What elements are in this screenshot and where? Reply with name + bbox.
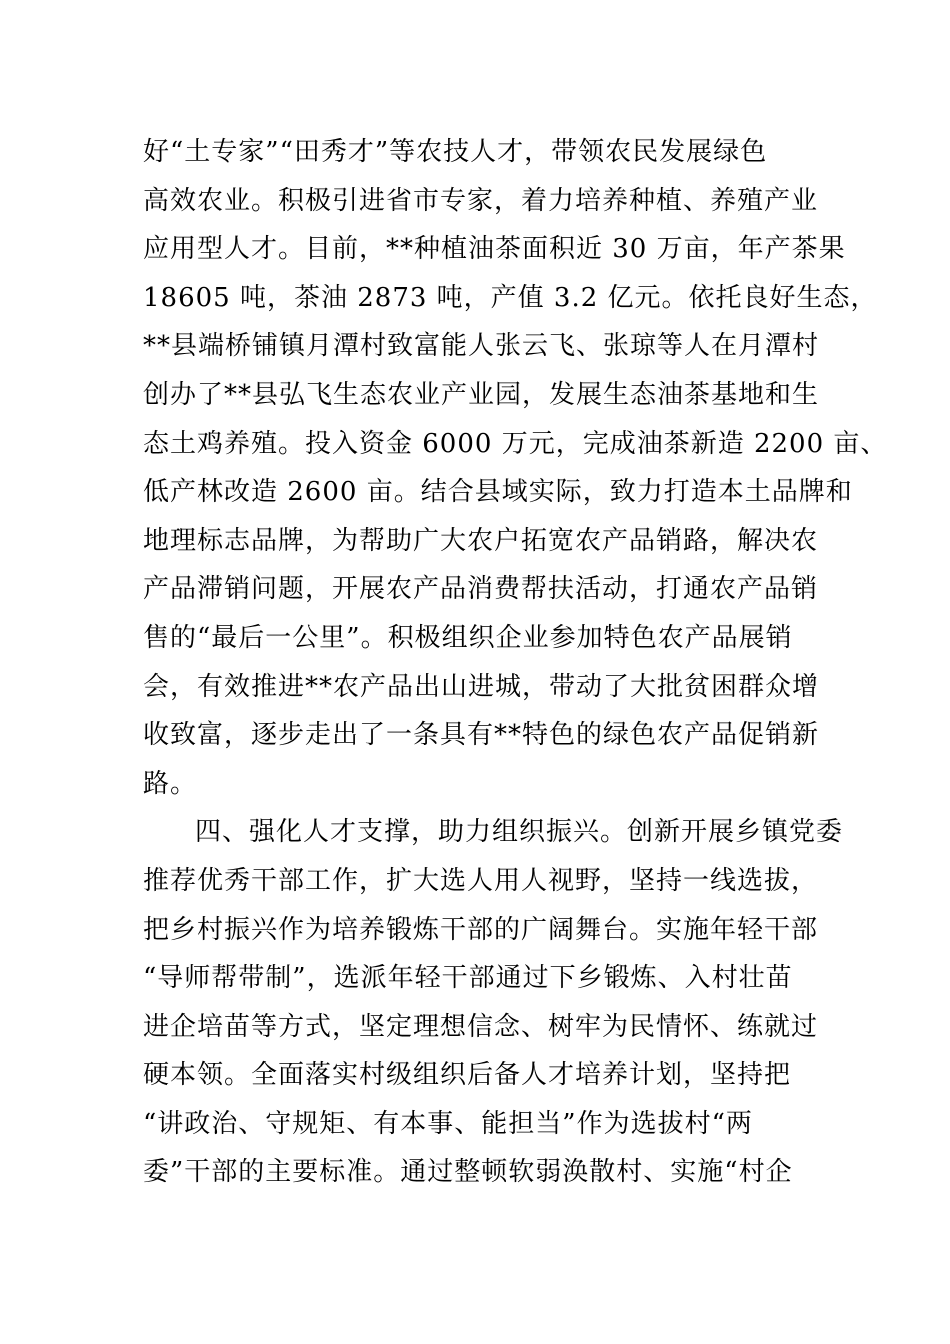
text-line: **县端桥铺镇月潭村致富能人张云飞、张琼等人在月潭村 (143, 331, 820, 362)
text-line: 好“土专家”“田秀才”等农技人才，带领农民发展绿色 (143, 137, 768, 167)
text-line: 高效农业。积极引进省市专家，着力培养种植、养殖产业 (143, 185, 819, 216)
text-line: 18605 吨，茶油 2873 吨，产值 3.2 亿元。依托良好生态， (143, 282, 878, 313)
text-line: 会，有效推进**农产品出山进城，带动了大批贫困群众增 (143, 671, 820, 702)
text-line: 委”干部的主要标准。通过整顿软弱涣散村、实施“村企 (143, 1157, 793, 1188)
text-line: 把乡村振兴作为培养锻炼干部的广阔舞台。实施年轻干部 (143, 914, 819, 945)
text-line: “导师帮带制”，选派年轻干部通过下乡锻炼、入村壮苗 (143, 963, 793, 994)
text-line: 硬本领。全面落实村级组织后备人才培养计划，坚持把 (143, 1060, 792, 1091)
text-line: 应用型人才。目前，**种植油茶面积近 30 万亩，年产茶果 (143, 234, 846, 265)
document-body-text (143, 128, 888, 1197)
text-line: 收致富，逐步走出了一条具有**特色的绿色农产品促销新 (143, 720, 820, 751)
section-heading-line: 四、强化人才支撑，助力组织振兴。创新开展乡镇党委 (195, 817, 844, 848)
text-line: 低产林改造 2600 亩。结合县域实际，致力打造本土品牌和 (143, 477, 853, 508)
text-line: 地理标志品牌，为帮助广大农户拓宽农产品销路，解决农 (143, 525, 819, 556)
text-line: 路。 (143, 768, 198, 799)
text-line: 进企培苗等方式，坚定理想信念、树牢为民情怀、练就过 (143, 1011, 819, 1042)
text-line: 产品滞销问题，开展农产品消费帮扶活动，打通农产品销 (143, 574, 819, 605)
text-line: 态土鸡养殖。投入资金 6000 万元，完成油茶新造 2200 亩、 (143, 428, 888, 459)
text-line: “讲政治、守规矩、有本事、能担当”作为选拔村“两 (143, 1108, 753, 1139)
text-line: 创办了**县弘飞生态农业产业园，发展生态油茶基地和生 (143, 379, 820, 410)
text-line: 售的“最后一公里”。积极组织企业参加特色农产品展销 (143, 622, 793, 653)
text-line: 推荐优秀干部工作，扩大选人用人视野，坚持一线选拔， (143, 865, 819, 896)
